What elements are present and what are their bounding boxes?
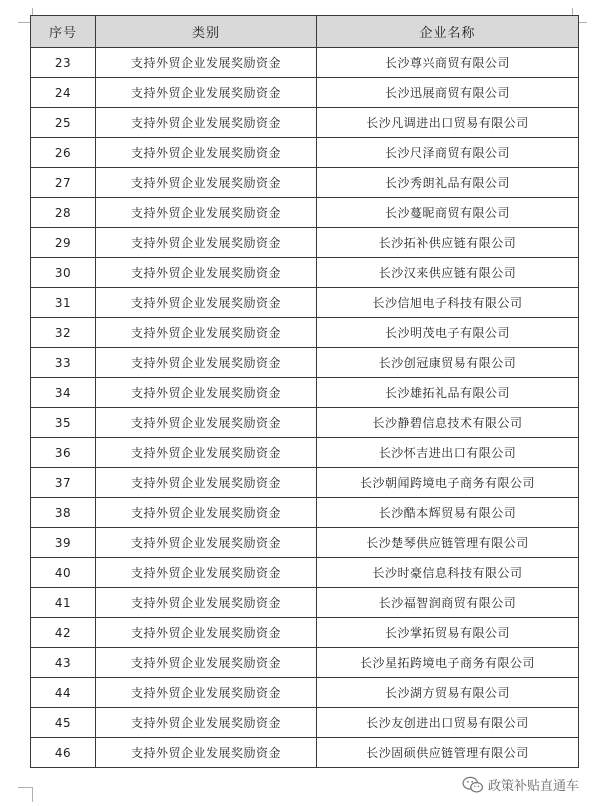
- cell-category: 支持外贸企业发展奖励资金: [96, 138, 317, 168]
- cell-category: 支持外贸企业发展奖励资金: [96, 198, 317, 228]
- cell-company: 长沙湖方贸易有限公司: [317, 678, 579, 708]
- cell-company: 长沙掌拓贸易有限公司: [317, 618, 579, 648]
- cell-serial: 45: [31, 708, 96, 738]
- table-row: [31, 348, 579, 378]
- cell-serial: 38: [31, 498, 96, 528]
- table-row: [31, 48, 579, 78]
- cell-serial: 26: [31, 138, 96, 168]
- table-row: [31, 618, 579, 648]
- cell-company: 长沙楚琴供应链管理有限公司: [317, 528, 579, 558]
- cell-serial: 25: [31, 108, 96, 138]
- cell-serial: 36: [31, 438, 96, 468]
- cell-company: 长沙友创进出口贸易有限公司: [317, 708, 579, 738]
- table-row: [31, 558, 579, 588]
- cell-category: 支持外贸企业发展奖励资金: [96, 438, 317, 468]
- cell-category: 支持外贸企业发展奖励资金: [96, 678, 317, 708]
- table-row: [31, 168, 579, 198]
- table-row: [31, 378, 579, 408]
- cell-serial: 24: [31, 78, 96, 108]
- table-row: [31, 258, 579, 288]
- cell-company: 长沙怀吉进出口有限公司: [317, 438, 579, 468]
- table-row: [31, 408, 579, 438]
- cell-company: 长沙尊兴商贸有限公司: [317, 48, 579, 78]
- cell-company: 长沙固硕供应链管理有限公司: [317, 738, 579, 768]
- cell-category: 支持外贸企业发展奖励资金: [96, 258, 317, 288]
- cell-serial: 30: [31, 258, 96, 288]
- cell-category: 支持外贸企业发展奖励资金: [96, 348, 317, 378]
- table-row: [31, 648, 579, 678]
- table-row: [31, 228, 579, 258]
- table-row: [31, 588, 579, 618]
- header-company: 企业名称: [317, 16, 579, 48]
- cell-company: 长沙凡调进出口贸易有限公司: [317, 108, 579, 138]
- cell-category: 支持外贸企业发展奖励资金: [96, 738, 317, 768]
- table-row: [31, 678, 579, 708]
- table-row: [31, 528, 579, 558]
- cell-category: 支持外贸企业发展奖励资金: [96, 408, 317, 438]
- cell-company: 长沙创冠康贸易有限公司: [317, 348, 579, 378]
- watermark-text: 政策补贴直通车: [487, 779, 579, 794]
- cell-serial: 35: [31, 408, 96, 438]
- cell-company: 长沙雄拓礼品有限公司: [317, 378, 579, 408]
- cell-category: 支持外贸企业发展奖励资金: [96, 528, 317, 558]
- table-row: [31, 498, 579, 528]
- header-row: [31, 16, 579, 48]
- cell-category: 支持外贸企业发展奖励资金: [96, 228, 317, 258]
- header-serial: 序号: [31, 16, 96, 48]
- cell-category: 支持外贸企业发展奖励资金: [96, 168, 317, 198]
- table-row: [31, 318, 579, 348]
- cell-company: 长沙迅展商贸有限公司: [317, 78, 579, 108]
- cell-company: 长沙蔓昵商贸有限公司: [317, 198, 579, 228]
- cell-company: 长沙朝闻跨境电子商务有限公司: [317, 468, 579, 498]
- cell-category: 支持外贸企业发展奖励资金: [96, 378, 317, 408]
- cell-serial: 39: [31, 528, 96, 558]
- cell-company: 长沙明茂电子有限公司: [317, 318, 579, 348]
- table-row: [31, 288, 579, 318]
- cell-serial: 41: [31, 588, 96, 618]
- cell-company: 长沙时豪信息科技有限公司: [317, 558, 579, 588]
- cell-serial: 29: [31, 228, 96, 258]
- cell-serial: 33: [31, 348, 96, 378]
- cell-category: 支持外贸企业发展奖励资金: [96, 108, 317, 138]
- cell-category: 支持外贸企业发展奖励资金: [96, 468, 317, 498]
- table-row: [31, 738, 579, 768]
- table-header: [31, 16, 579, 48]
- cell-category: 支持外贸企业发展奖励资金: [96, 288, 317, 318]
- header-category: 类别: [96, 16, 317, 48]
- cell-serial: 42: [31, 618, 96, 648]
- cell-serial: 37: [31, 468, 96, 498]
- cell-category: 支持外贸企业发展奖励资金: [96, 588, 317, 618]
- cell-category: 支持外贸企业发展奖励资金: [96, 648, 317, 678]
- cell-company: 长沙汉来供应链有限公司: [317, 258, 579, 288]
- table-row: [31, 138, 579, 168]
- subsidy-table: [30, 15, 579, 768]
- cell-category: 支持外贸企业发展奖励资金: [96, 618, 317, 648]
- cell-company: 长沙酷本辉贸易有限公司: [317, 498, 579, 528]
- cell-serial: 28: [31, 198, 96, 228]
- cell-category: 支持外贸企业发展奖励资金: [96, 498, 317, 528]
- cell-category: 支持外贸企业发展奖励资金: [96, 78, 317, 108]
- cell-serial: 44: [31, 678, 96, 708]
- table-row: [31, 468, 579, 498]
- cell-category: 支持外贸企业发展奖励资金: [96, 558, 317, 588]
- table-row: [31, 78, 579, 108]
- cell-serial: 31: [31, 288, 96, 318]
- table-row: [31, 708, 579, 738]
- cell-category: 支持外贸企业发展奖励资金: [96, 318, 317, 348]
- cell-category: 支持外贸企业发展奖励资金: [96, 48, 317, 78]
- wechat-icon: [462, 776, 484, 794]
- cell-company: 长沙福智润商贸有限公司: [317, 588, 579, 618]
- cell-company: 长沙星拓跨境电子商务有限公司: [317, 648, 579, 678]
- cell-serial: 34: [31, 378, 96, 408]
- account-watermark: [462, 775, 579, 794]
- table-row: [31, 438, 579, 468]
- cell-serial: 32: [31, 318, 96, 348]
- cell-company: 长沙信旭电子科技有限公司: [317, 288, 579, 318]
- table-body: [31, 48, 579, 768]
- table-row: [31, 198, 579, 228]
- cell-company: 长沙静碧信息技术有限公司: [317, 408, 579, 438]
- cell-category: 支持外贸企业发展奖励资金: [96, 708, 317, 738]
- cell-serial: 27: [31, 168, 96, 198]
- cell-company: 长沙秀朗礼品有限公司: [317, 168, 579, 198]
- cell-company: 长沙拓补供应链有限公司: [317, 228, 579, 258]
- cell-serial: 43: [31, 648, 96, 678]
- page-corner-mark: [18, 787, 33, 802]
- table-row: [31, 108, 579, 138]
- cell-serial: 23: [31, 48, 96, 78]
- cell-company: 长沙尺泽商贸有限公司: [317, 138, 579, 168]
- cell-serial: 46: [31, 738, 96, 768]
- cell-serial: 40: [31, 558, 96, 588]
